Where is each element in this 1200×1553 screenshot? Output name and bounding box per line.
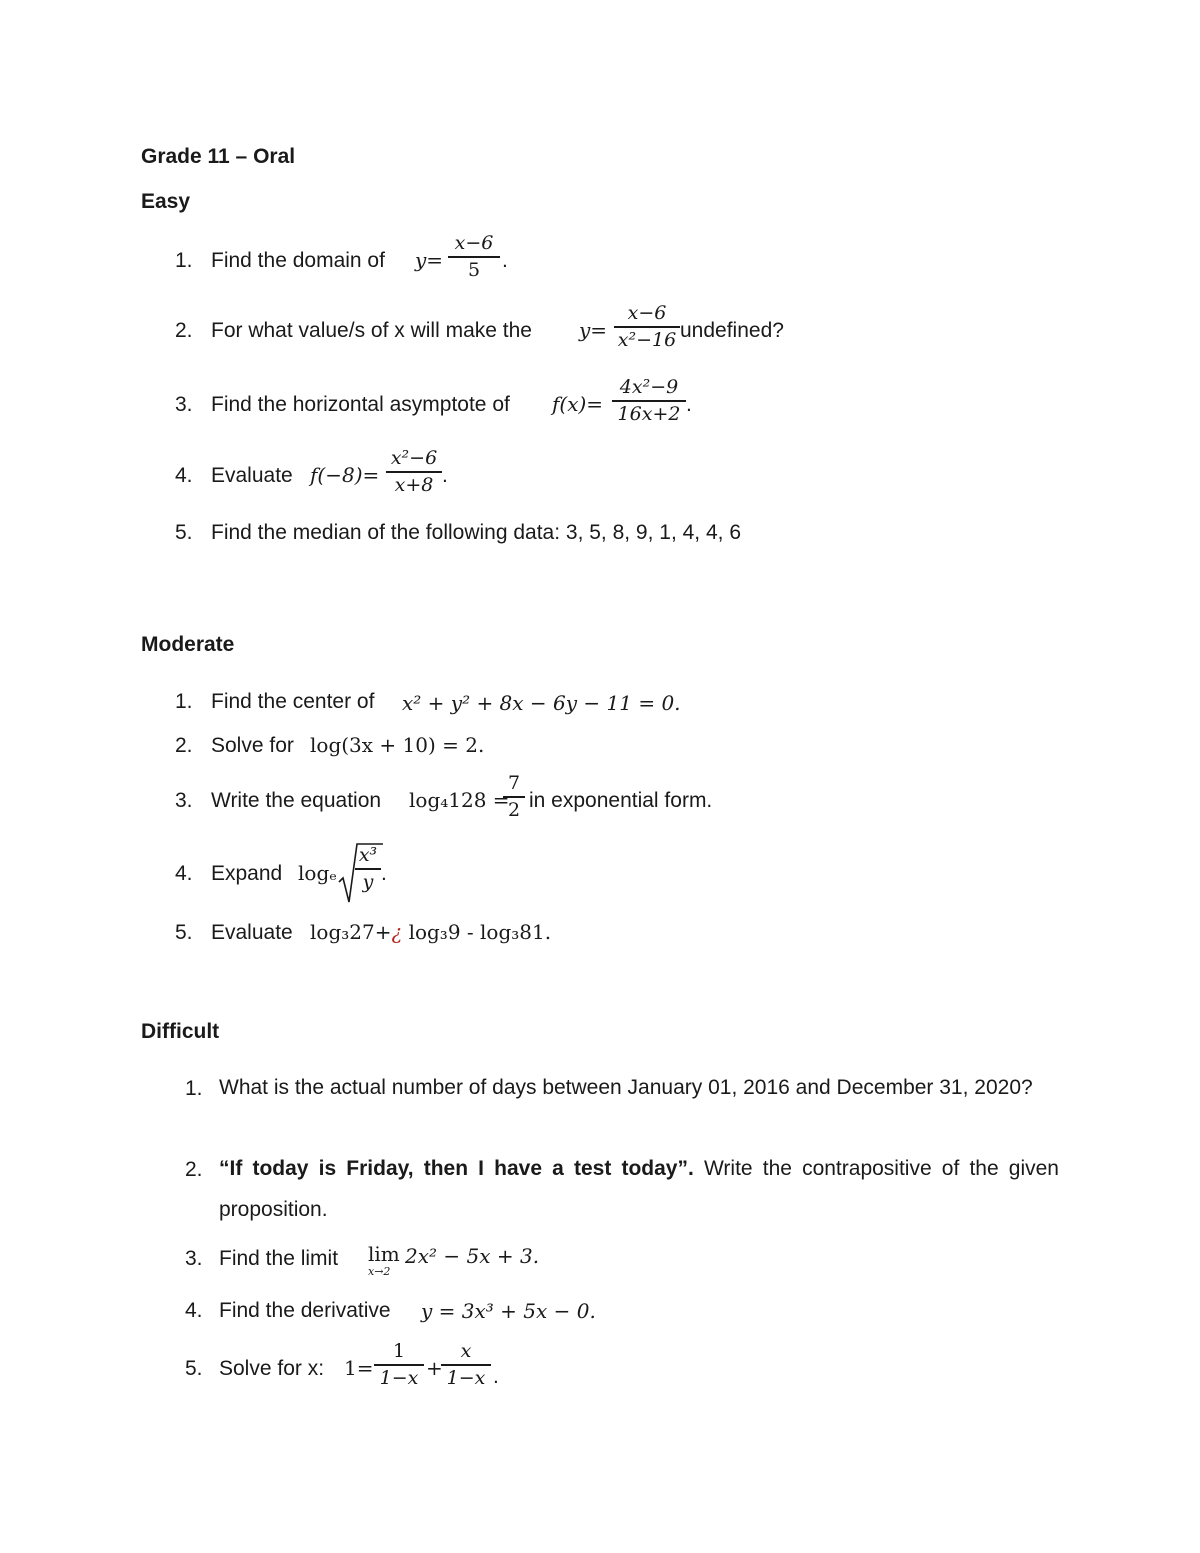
section-heading-moderate: Moderate xyxy=(141,633,235,656)
question-text: What is the actual number of days between January 01, 2016 and December 31, 2020? xyxy=(219,1076,1033,1099)
denominator: 2 xyxy=(507,799,521,821)
numerator: x³ xyxy=(358,844,378,866)
math-lhs: f(−8)= xyxy=(310,463,380,487)
math-lhs: f(x)= xyxy=(552,392,604,416)
numerator: x−6 xyxy=(454,232,494,254)
after-text: in exponential form. xyxy=(529,789,713,812)
item-number: 1. xyxy=(175,249,193,272)
question-text: For what value/s of x will make the xyxy=(211,319,532,342)
item-number: 4. xyxy=(185,1299,203,1322)
red-glyph: ¿ xyxy=(391,920,403,944)
question-text: Find the center of xyxy=(211,690,375,713)
item-number: 1. xyxy=(175,690,193,713)
plus-sign: + xyxy=(426,1356,443,1380)
punctuation: . xyxy=(442,464,448,487)
math-expression xyxy=(310,922,551,942)
math-expression: logₑ xyxy=(298,861,337,885)
fraction xyxy=(614,304,680,350)
numerator: x²−6 xyxy=(390,447,438,469)
denominator: 16x+2 xyxy=(617,403,681,425)
denominator: x+8 xyxy=(394,474,434,496)
question-text: Find the domain of xyxy=(211,249,385,272)
limit-operator: lim xyxy=(368,1242,400,1266)
denominator: 1−x xyxy=(446,1367,486,1389)
fraction xyxy=(355,846,381,892)
fraction xyxy=(441,1342,491,1388)
fraction xyxy=(612,378,686,424)
question-text: Solve for x: xyxy=(219,1357,325,1380)
item-number: 3. xyxy=(175,789,193,812)
fraction xyxy=(503,774,525,820)
math-part: log₃27+ xyxy=(310,920,392,944)
math-lhs: y= xyxy=(579,318,608,342)
question-text: Find the horizontal asymptote of xyxy=(211,393,510,416)
numerator: x xyxy=(460,1340,472,1362)
question-text: Evaluate xyxy=(211,464,293,487)
item-number: 2. xyxy=(175,734,193,757)
denominator: 5 xyxy=(467,259,481,281)
page-title: Grade 11 – Oral xyxy=(141,145,296,168)
fraction xyxy=(374,1342,424,1388)
item-number: 4. xyxy=(175,464,193,487)
punctuation: . xyxy=(381,862,387,885)
question-text: Write the equation xyxy=(211,789,382,812)
question-text: Solve for xyxy=(211,734,294,757)
item-number: 5. xyxy=(175,921,193,944)
question-text xyxy=(219,1148,1059,1230)
question-text: Find the derivative xyxy=(219,1299,391,1322)
question-text: Evaluate xyxy=(211,921,293,944)
punctuation: . xyxy=(502,249,508,272)
item-number: 5. xyxy=(185,1357,203,1380)
math-expression: log(3x + 10) = 2. xyxy=(310,733,485,757)
proposition: “If today is Friday, then I have a test today”. xyxy=(219,1157,694,1180)
math-lhs: 1= xyxy=(344,1356,374,1380)
section-heading-easy: Easy xyxy=(141,190,191,213)
question-text: Expand xyxy=(211,862,283,885)
item-number: 3. xyxy=(185,1247,203,1270)
numerator: x−6 xyxy=(627,302,667,324)
question-text: Find the limit xyxy=(219,1247,339,1270)
section-heading-difficult: Difficult xyxy=(141,1020,220,1043)
item-number: 1. xyxy=(185,1077,203,1100)
denominator: x²−16 xyxy=(617,329,677,351)
limit-subscript: x→2 xyxy=(368,1265,391,1278)
numerator: 7 xyxy=(507,772,521,794)
after-text: undefined? xyxy=(680,319,784,342)
math-lhs: y= xyxy=(415,248,444,272)
denominator: y xyxy=(362,871,374,893)
math-expression: y = 3x³ + 5x − 0. xyxy=(421,1299,596,1323)
item-number: 2. xyxy=(185,1158,203,1181)
math-part: log₃9 - log₃81. xyxy=(408,920,552,944)
math-expression: 2x² − 5x + 3. xyxy=(405,1244,540,1268)
punctuation: . xyxy=(686,393,692,416)
numerator: 4x²−9 xyxy=(619,376,679,398)
numerator: 1 xyxy=(392,1340,406,1362)
denominator: 1−x xyxy=(379,1367,419,1389)
fraction xyxy=(448,234,500,280)
math-expression: x² + y² + 8x − 6y − 11 = 0. xyxy=(402,691,681,715)
fraction xyxy=(386,449,442,495)
punctuation: . xyxy=(493,1365,499,1388)
item-number: 4. xyxy=(175,862,193,885)
item-number: 5. xyxy=(175,521,193,544)
item-number: 3. xyxy=(175,393,193,416)
instruction: Write the contrapositive of the given proposition. xyxy=(219,1157,1059,1221)
math-expression: log₄128 = xyxy=(409,788,510,812)
item-number: 2. xyxy=(175,319,193,342)
question-text: Find the median of the following data: 3, 5, 8, 9, 1, 4, 4, 6 xyxy=(211,521,742,544)
